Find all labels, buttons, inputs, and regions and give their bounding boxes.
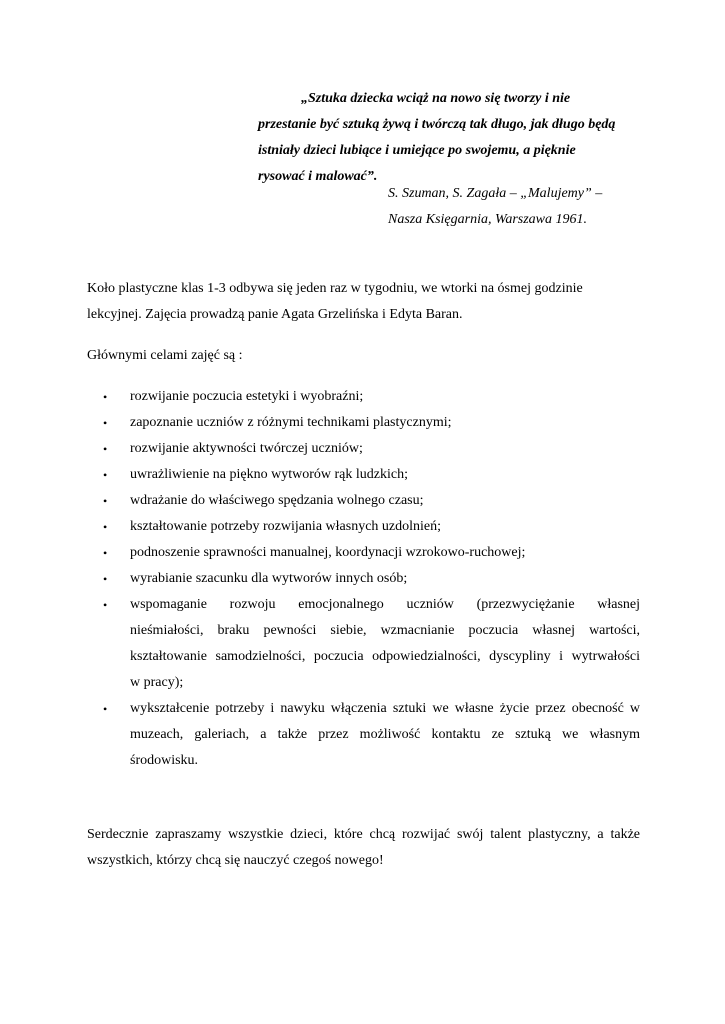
goal-text-line: środowisku. [130,753,199,768]
goal-list-item [87,696,640,774]
closing-line: wszystkich, którzy chcą się nauczyć czegoś nowego! [87,853,384,868]
quote-line: „Sztuka dziecka wciąż na nowo się tworzy i nie [301,91,571,106]
goal-text-line: rozwijanie poczucia estetyki i wyobraźni; [130,389,364,404]
goal-list-item [87,436,640,462]
goal-text-line: wyrabianie szacunku dla wytworów innych osób; [130,571,408,586]
bullet-icon: • [103,390,108,404]
goal-list-item [87,566,640,592]
quote-line: rysować i malować”. [258,169,378,184]
bullet-icon: • [103,572,108,586]
goal-list-item [87,540,640,566]
bullet-icon: • [103,416,108,430]
closing-paragraph [87,822,640,874]
bullet-icon: • [103,546,108,560]
citation-line: S. Szuman, S. Zagała – „Malujemy” – [388,186,603,201]
bullet-icon: • [103,598,108,612]
goals-heading-text: Głównymi celami zajęć są : [87,348,243,363]
goal-text-line: muzeach, galeriach, a także przez możliwość kontaktu ze sztuką we własnym [130,727,640,742]
epigraph-quote [258,86,648,190]
bullet-icon: • [103,442,108,456]
closing-line: Serdecznie zapraszamy wszystkie dzieci, które chcą rozwijać swój talent plastyczny, a także [87,827,640,842]
goal-text-line: w pracy); [130,675,184,690]
goal-text-line: rozwijanie aktywności twórczej uczniów; [130,441,363,456]
goal-text-line: uwrażliwienie na piękno wytworów rąk ludzkich; [130,467,408,482]
goal-list-item [87,514,640,540]
goal-text-line: zapoznanie uczniów z różnymi technikami plastycznymi; [130,415,452,430]
intro-line: lekcyjnej. Zajęcia prowadzą panie Agata Grzelińska i Edyta Baran. [87,307,463,322]
goal-text-line: wdrażanie do właściwego spędzania wolnego czasu; [130,493,424,508]
goal-list-item [87,592,640,696]
bullet-icon: • [103,468,108,482]
citation-line: Nasza Księgarnia, Warszawa 1961. [388,212,588,227]
goal-list-item [87,384,640,410]
goal-text-line: wykształcenie potrzeby i nawyku włączenia sztuki we własne życie przez obecność w [130,701,640,716]
quote-line: istniały dzieci lubiące i umiejące po swojemu, a pięknie [258,143,576,158]
intro-line: Koło plastyczne klas 1-3 odbywa się jeden raz w tygodniu, we wtorki na ósmej godzinie [87,281,583,296]
bullet-icon: • [103,494,108,508]
goal-list-item [87,488,640,514]
quote-citation [388,181,602,233]
goal-text-line: nieśmiałości, braku pewności siebie, wzmacnianie poczucia własnej wartości, [130,623,640,638]
bullet-icon: • [103,702,108,716]
quote-line: przestanie być sztuką żywą i twórczą tak długo, jak długo będą [258,117,616,132]
goal-text-line: wspomaganie rozwoju emocjonalnego uczniów (przezwyciężanie własnej [130,597,640,612]
intro-paragraph [87,276,640,328]
goals-heading [87,343,640,369]
bullet-icon: • [103,520,108,534]
goals-list [87,384,640,774]
goal-list-item [87,462,640,488]
goal-list-item [87,410,640,436]
goal-text-line: kształtowanie samodzielności, poczucia odpowiedzialności, dyscypliny i wytrwałości [130,649,640,664]
goal-text-line: podnoszenie sprawności manualnej, koordynacji wzrokowo-ruchowej; [130,545,526,560]
goal-text-line: kształtowanie potrzeby rozwijania własnych uzdolnień; [130,519,442,534]
